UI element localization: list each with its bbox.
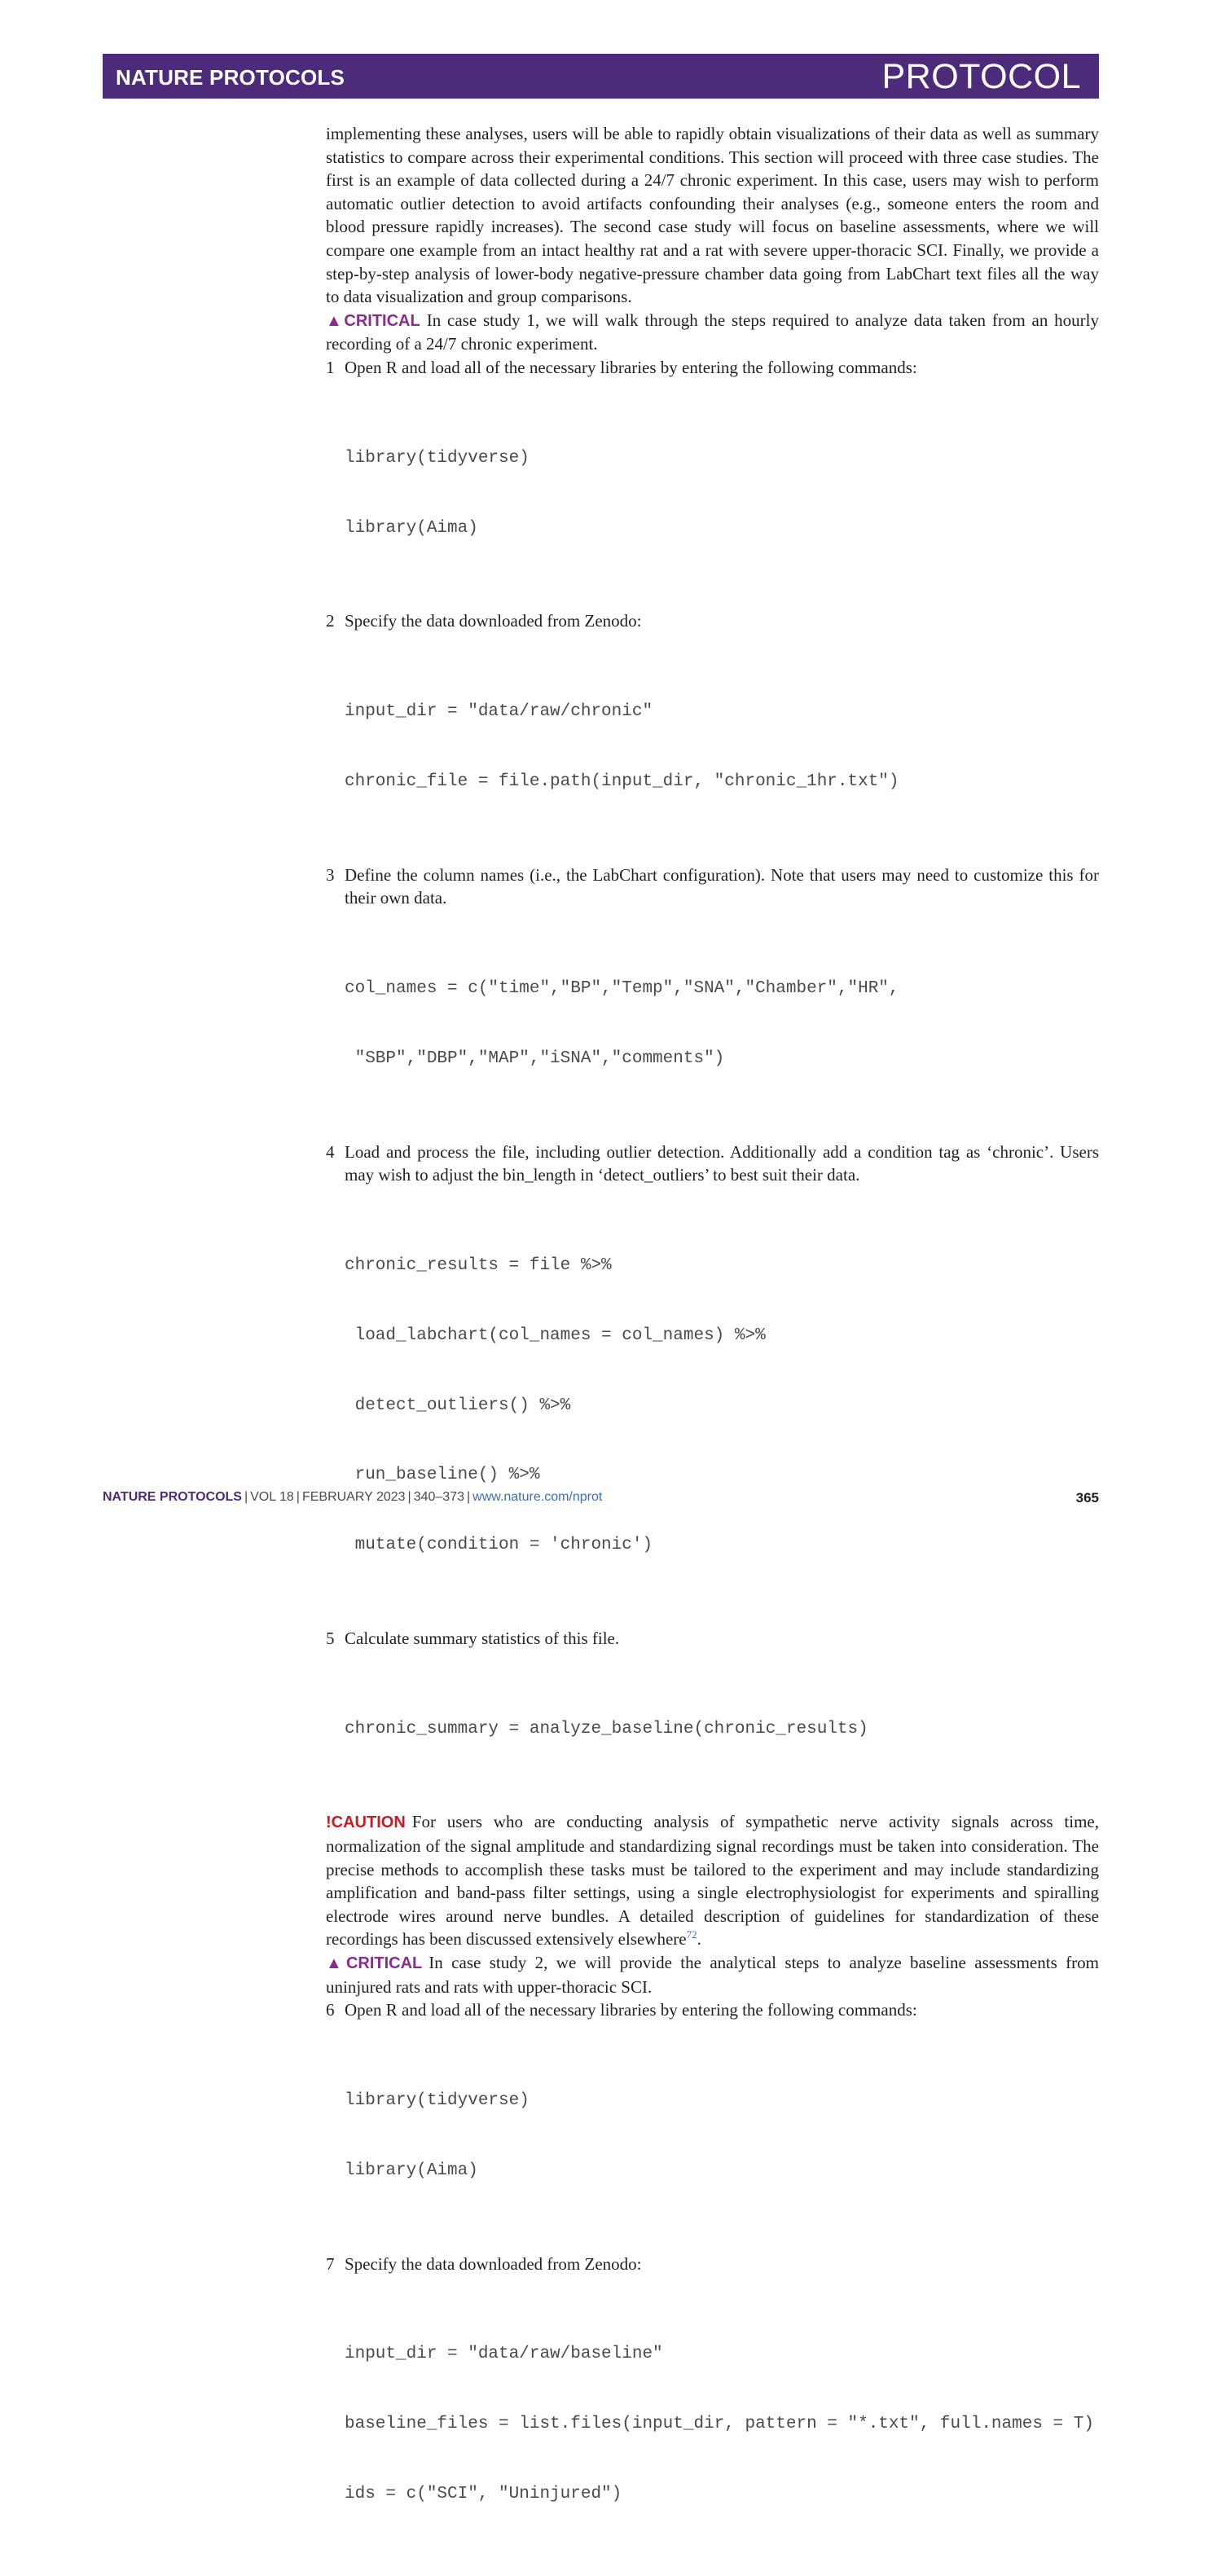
step-number: 5: [326, 1628, 335, 1648]
critical-text: In case study 2, we will provide the analytical steps to analyze baseline assessments from uninjured rats and rats with upper-thoracic SCI.: [326, 1952, 1099, 1997]
step-1: [326, 356, 1099, 380]
code-line: chronic_summary = analyze_baseline(chronic_results): [345, 1719, 868, 1739]
footer-journal: NATURE PROTOCOLS: [103, 1490, 242, 1504]
footer-volume: VOL 18: [250, 1490, 294, 1504]
code-block-2: [345, 654, 1099, 841]
section-label: PROTOCOL: [881, 57, 1081, 96]
footer-separator: |: [467, 1490, 471, 1504]
step-text: Open R and load all of the necessary libraries by entering the following commands:: [345, 2000, 917, 2020]
step-text: Specify the data downloaded from Zenodo:: [345, 2253, 642, 2274]
step-text: Load and process the file, including outlier detection. Additionally add a condition tag as ‘chronic’. Users may wish to adjust the bin_length in ‘detect_outliers’ to best suit their data.: [345, 1141, 1099, 1185]
critical-label: ▲CRITICAL: [326, 311, 420, 330]
page-number: 365: [1075, 1490, 1099, 1506]
step-5: [326, 1627, 1099, 1651]
code-block-1: [345, 401, 1099, 587]
journal-name: NATURE PROTOCOLS: [116, 65, 345, 90]
header-banner: [103, 54, 1099, 99]
code-block-3: [345, 931, 1099, 1118]
critical-text: In case study 1, we will walk through the steps required to analyze data taken from an hourly recording of a 24/7 chronic experiment.: [326, 310, 1099, 354]
step-3: [326, 864, 1099, 910]
code-block-6: [345, 2043, 1099, 2230]
code-line: baseline_files = list.files(input_dir, pattern = "*.txt", full.names = T): [345, 2415, 1094, 2434]
code-line: chronic_file = file.path(input_dir, "chronic_1hr.txt"): [345, 771, 899, 791]
caution-note: [326, 1810, 1099, 1951]
code-line: chronic_results = file %>%: [345, 1255, 612, 1275]
code-line: library(Aima): [345, 518, 478, 538]
caution-end: .: [697, 1929, 701, 1950]
footer-url-link[interactable]: www.nature.com/nprot: [472, 1490, 603, 1504]
critical-label: ▲CRITICAL: [326, 1954, 423, 1972]
code-line: input_dir = "data/raw/baseline": [345, 2345, 663, 2364]
critical-note-1: [326, 309, 1099, 356]
step-number: 6: [326, 2000, 335, 2020]
step-7: [326, 2253, 1099, 2276]
code-line: "SBP","DBP","MAP","iSNA","comments"): [345, 1048, 725, 1068]
step-text: Define the column names (i.e., the LabChart configuration). Note that users may need to customize this for their own data.: [345, 864, 1099, 908]
code-block-7: [345, 2297, 1099, 2553]
step-number: 7: [326, 2253, 335, 2274]
intro-paragraph: implementing these analyses, users will be able to rapidly obtain visualizations of their data as well as summary statistics to compare across their experimental conditions. This section will proceed with three case studies. The first is an example of data collected during a 24/7 chronic experiment. In this case, users may wish to perform automatic outlier detection to avoid artifacts confounding their analyses (e.g., someone enters the room and blood pressure rapidly increases). The second case study will focus on baseline assessments, where we will compare one example from an intact healthy rat and a rat with severe upper-thoracic SCI. Finally, we provide a step-by-step analysis of lower-body negative-pressure chamber data going from LabChart text files all the way to data visualization and group comparisons.: [326, 124, 1099, 307]
code-line: load_labchart(col_names = col_names) %>%: [345, 1325, 766, 1345]
step-6: [326, 1998, 1099, 2022]
code-block-5: [345, 1671, 1099, 1787]
code-line: input_dir = "data/raw/chronic": [345, 702, 653, 722]
step-text: Open R and load all of the necessary libraries by entering the following commands:: [345, 357, 917, 377]
footer-date: FEBRUARY 2023: [301, 1490, 406, 1504]
code-line: ids = c("SCI", "Uninjured"): [345, 2484, 622, 2503]
caution-text: For users who are conducting analysis of sympathetic nerve activity signals across time, normalization of the signal amplitude and standardizing signal recordings must be taken into consideration. The precise methods to accomplish these tasks must be tailored to the experiment and may include standardizing amplification and band-pass filter settings, using a single electrophysiologist for experiments and spiralling electrode wires around nerve bundles. A detailed description of guidelines for standardization of these recordings has been discussed extensively elsewhere: [326, 1812, 1099, 1950]
code-line: detect_outliers() %>%: [345, 1396, 571, 1415]
code-line: library(tidyverse): [345, 2090, 530, 2110]
step-number: 1: [326, 357, 335, 377]
footer-separator: |: [244, 1490, 248, 1504]
step-4: [326, 1141, 1099, 1187]
step-text: Calculate summary statistics of this file.: [345, 1628, 620, 1648]
footer-separator: |: [296, 1490, 300, 1504]
code-line: library(Aima): [345, 2161, 478, 2180]
code-line: mutate(condition = 'chronic'): [345, 1536, 653, 1555]
code-block-4: [345, 1208, 1099, 1604]
step-2: [326, 609, 1099, 633]
step-number: 4: [326, 1141, 335, 1162]
code-line: run_baseline() %>%: [345, 1466, 540, 1485]
page-footer: [103, 1490, 1099, 1510]
critical-note-2: [326, 1951, 1099, 1998]
code-line: library(tidyverse): [345, 448, 530, 468]
main-content: [326, 122, 1099, 2576]
footer-separator: |: [407, 1490, 411, 1504]
step-number: 2: [326, 611, 335, 631]
code-line: col_names = c("time","BP","Temp","SNA","Chamber","HR",: [345, 979, 899, 998]
footer-pages: 340–373: [413, 1490, 464, 1504]
reference-link[interactable]: 72: [686, 1928, 697, 1941]
caution-label: !CAUTION: [326, 1813, 406, 1832]
step-number: 3: [326, 864, 335, 885]
step-text: Specify the data downloaded from Zenodo:: [345, 611, 642, 631]
